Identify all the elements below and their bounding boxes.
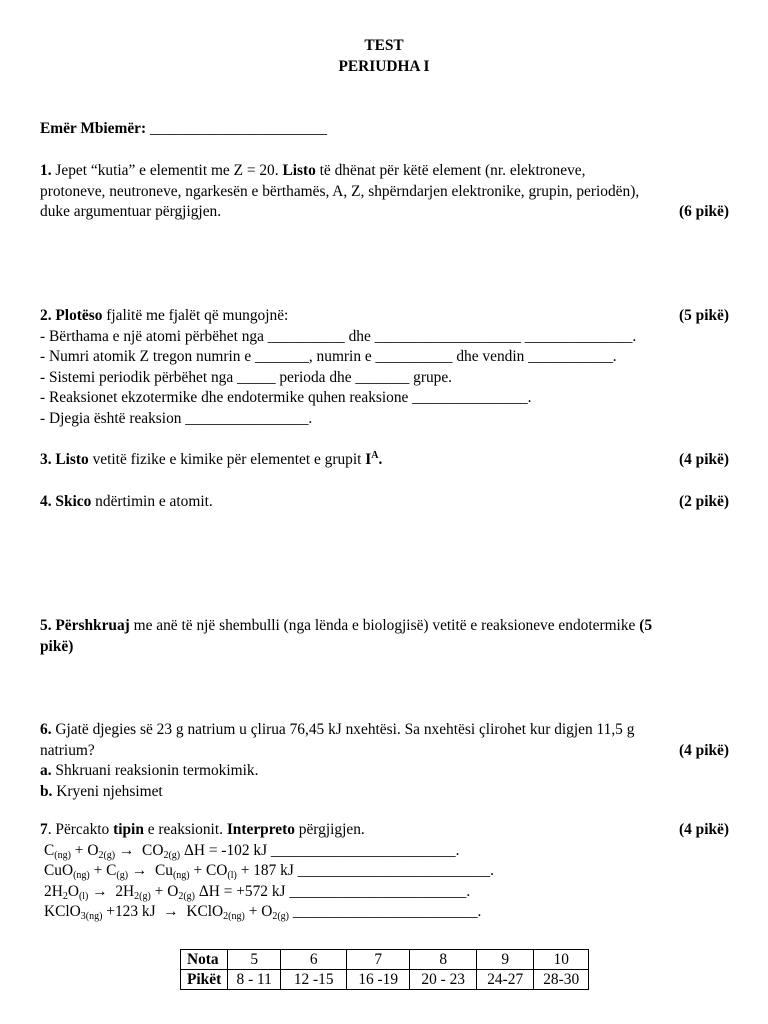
grade-cell: 7 [347,950,410,970]
question-text: protoneve, neutroneve, ngarkesën e bërthamës, A, Z, shpërndarjen elektronike, grupin, periodën), [40,182,640,200]
question-text: përgjigjen. [294,821,365,838]
question-keyword: Listo [51,451,89,468]
doc-subtitle: PERIUDHA I [338,58,430,75]
arrow-icon: → [159,903,183,920]
question-text: . [378,451,383,468]
fill-in-line[interactable]: - Djegia është reaksion ________________. [40,409,313,427]
subquestion-text: Kryeni njehsimet [52,782,163,800]
question-keyword: Interpreto [226,821,295,838]
question-text: duke argumentuar përgjigjen. [40,203,222,220]
question-keyword: Skico [51,493,92,510]
question-text: vetitë fizike e kimike për elementet e grupit [88,451,366,468]
question-points: (5 [639,617,653,634]
fill-in-line[interactable]: - Bërthama e një atomi përbëhet nga __________ dhe ___________________ ______________. [40,327,637,345]
equation-4: KClO$_{3(ng)}$ +123 kJ → KClO$_{2(ng)}$ + $O_{2(g)}$ ________________________. [44,903,482,922]
equation-1: $C_{(ng)} + O_{2(g)} \to CO_{2(g)}$ ΔH = -102 kJ ________________________. [44,841,460,861]
grade-cell: 6 [281,950,347,970]
question-7 [40,820,729,923]
question-points: (2 pikë) [678,493,729,510]
equation-3: $2H_2O_{(l)} \to 2H_{2(g)} + O_{2(g)}$ ΔH = +572 kJ _______________________. [44,882,471,902]
question-number: 4. [40,493,52,510]
grade-cell: 10 [534,950,589,970]
question-points: (5 pikë) [678,307,729,324]
question-points: (6 pikë) [678,203,729,220]
student-name-line [40,119,729,140]
subquestion-label: b. [40,782,53,800]
question-text: ndërtimin e atomit. [91,493,213,510]
student-name-label: Emër Mbiemër: [40,120,147,137]
question-text: natrium? [40,741,95,759]
question-text: të dhënat për këtë element (nr. elektroneve, [315,162,586,179]
points-header: Pikët [181,970,228,990]
question-keyword: Listo [282,162,316,179]
question-points: (4 pikë) [678,821,729,838]
table-row [181,950,589,970]
subquestion-text: Shkruani reaksionin termokimik. [51,762,259,779]
grading-table [180,949,589,990]
question-number: 2. [40,307,52,324]
doc-title: TEST [364,37,404,54]
question-text: Gjatë djegies së 23 g natrium u çlirua 76,45 kJ nxehtësi. Sa nxehtësi çlirohet kur digjen 11,5 g [51,721,635,738]
points-range-cell: 12 -15 [281,970,347,990]
question-keyword: Plotëso [51,307,103,324]
question-text: fjalitë me fjalët që mungojnë: [102,307,289,324]
grade-header: Nota [181,950,228,970]
grade-cell: 8 [410,950,477,970]
question-text: . Përcakto [47,821,114,838]
question-1 [40,161,729,223]
question-keyword: tipin [113,821,144,838]
fill-in-line[interactable]: - Numri atomik Z tregon numrin e _______, numrin e __________ dhe vendin ___________. [40,348,617,365]
question-text: e reaksionit. [143,821,227,838]
group-superscript: A [371,450,379,461]
question-3 [40,450,729,471]
points-range-cell: 8 - 11 [228,970,281,990]
grade-cell: 9 [477,950,534,970]
question-5 [40,616,740,657]
equation-2: $CuO_{(ng)} + C_{(g)} \to Cu_{(ng)} + CO_{(l)} + 187$ kJ _________________________. [44,862,494,881]
question-number: 5. [40,617,52,634]
table-row [181,970,589,990]
points-range-cell: 16 -19 [347,970,410,990]
question-6 [40,720,729,802]
group-label: I [365,451,372,468]
arrow-icon: → [115,841,139,859]
question-number: 7 [40,821,48,838]
question-2 [40,306,729,429]
question-number: 1. [40,162,52,179]
points-range-cell: 28-30 [534,970,589,990]
question-keyword: Përshkruaj [51,617,130,634]
points-range-cell: 20 - 23 [410,970,477,990]
question-text: Jepet “kutia” e elementit me Z = 20. [51,162,283,179]
fill-in-line[interactable]: - Reaksionet ekzotermike dhe endotermike quhen reaksione _______________. [40,389,532,406]
arrow-icon: → [128,862,152,879]
student-name-blank[interactable]: _______________________ [146,120,327,137]
question-points: (4 pikë) [678,741,729,759]
question-number: 3. [40,451,52,468]
subquestion-label: a. [40,762,52,779]
question-points: pikë) [40,637,74,655]
question-text: me anë të një shembulli (nga lënda e biologjisë) vetitë e reaksioneve endotermike [129,617,640,634]
arrow-icon: → [88,882,112,900]
question-4 [40,492,729,513]
points-range-cell: 24-27 [477,970,534,990]
question-number: 6. [40,721,52,738]
fill-in-line[interactable]: - Sistemi periodik përbëhet nga _____ perioda dhe _______ grupe. [40,368,453,386]
question-points: (4 pikë) [678,451,729,468]
grade-cell: 5 [228,950,281,970]
